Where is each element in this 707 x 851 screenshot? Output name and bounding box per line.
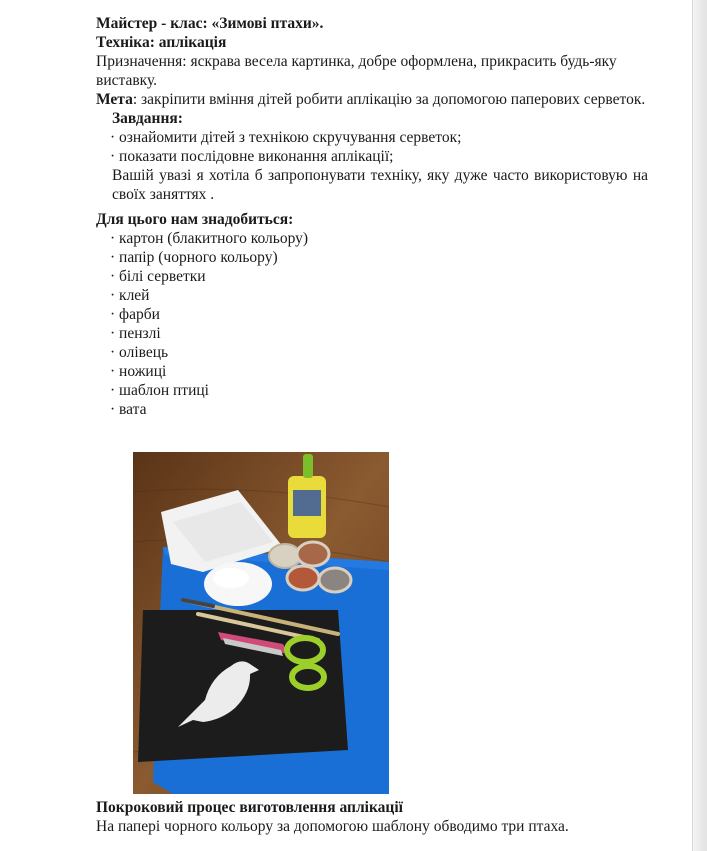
material-item: · олівець: [110, 344, 169, 361]
goal-paragraph: [96, 90, 648, 109]
materials-photo-illustration: [133, 452, 389, 794]
material-item: · папір (чорного кольору): [110, 249, 278, 266]
process-section: [96, 798, 656, 836]
paint-jar-red: [287, 566, 319, 590]
material-item: · вата: [110, 401, 147, 418]
material-item: · клей: [110, 287, 150, 304]
tasks-heading: Завдання:: [112, 110, 183, 127]
goal-label: Мета: [96, 91, 133, 108]
material-item: · фарби: [110, 306, 160, 323]
material-item: · шаблон птиці: [110, 382, 209, 399]
process-heading: Покроковий процес виготовлення аплікації: [96, 799, 403, 816]
page-edge: [692, 0, 707, 851]
paint-jar-grey: [319, 568, 351, 592]
process-text: На папері чорного кольору за допомогою шаблону обводимо три птаха.: [96, 818, 569, 835]
goal-text: : закріпити вміння дітей робити аплікацію за допомогою паперових серветок.: [132, 91, 646, 108]
material-item: · білі серветки: [110, 268, 206, 285]
materials-photo: [133, 452, 389, 794]
material-item: · картон (блакитного кольору): [110, 230, 309, 247]
task-item: · показати послідовне виконання аплікації;: [110, 148, 394, 165]
glue-cap: [303, 454, 313, 478]
material-item: · ножиці: [110, 363, 167, 380]
materials-heading: Для цього нам знадобиться:: [96, 211, 294, 228]
technique-line: Техніка: аплікація: [96, 34, 227, 51]
task-item: · ознайомити дітей з технікою скручування серветок;: [110, 129, 462, 146]
document-title: Майстер - клас: «Зимові птахи».: [96, 15, 324, 32]
paint-jar-brown: [297, 542, 329, 566]
document-body: [96, 14, 648, 419]
material-item: · пензлі: [110, 325, 161, 342]
purpose-paragraph: Призначення: яскрава весела картинка, добре оформлена, прикрасить будь-яку виставку.: [96, 53, 617, 89]
intro-paragraph: Вашій увазі я хотіла б запропонувати техніку, яку дуже часто використовую на своїх заняттях .: [112, 167, 648, 203]
